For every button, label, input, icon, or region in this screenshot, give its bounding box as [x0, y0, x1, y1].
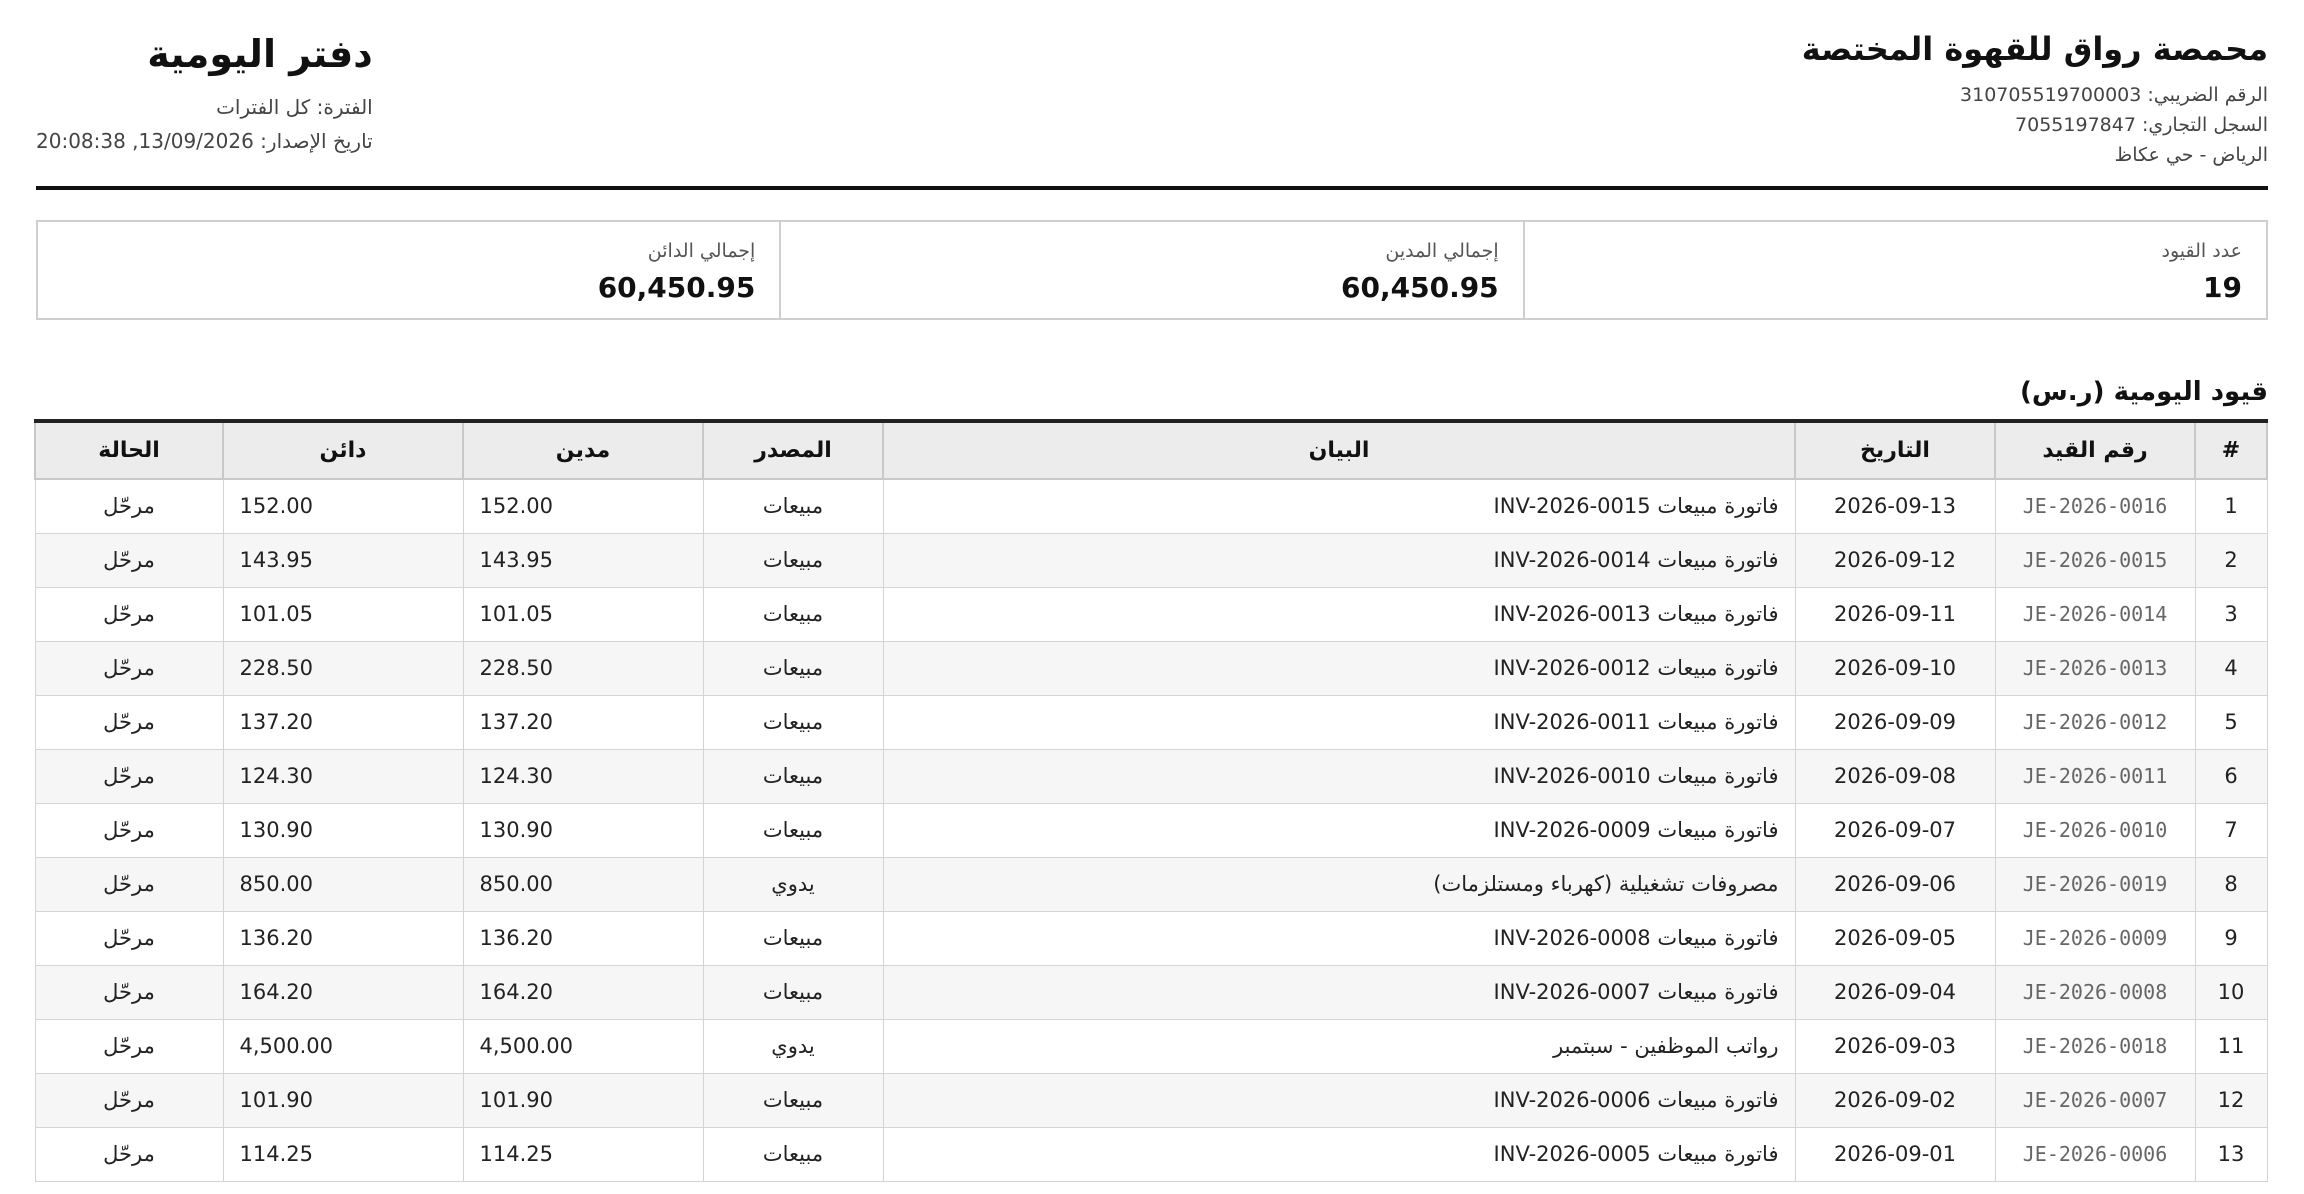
row-entry-number: JE-2026-0015 — [1995, 533, 2195, 587]
row-status: مرحّل — [35, 965, 223, 1019]
row-description: مصروفات تشغيلية (كهرباء ومستلزمات) — [883, 857, 1795, 911]
row-debit: 114.25 — [463, 1127, 703, 1181]
row-date: 2026-09-02 — [1795, 1073, 1995, 1127]
row-source: مبيعات — [703, 803, 883, 857]
row-debit: 130.90 — [463, 803, 703, 857]
table-row — [35, 641, 2267, 695]
row-status: مرحّل — [35, 533, 223, 587]
summary-entries-label: عدد القيود — [2161, 240, 2242, 262]
row-index: 12 — [2195, 1073, 2267, 1127]
row-index: 9 — [2195, 911, 2267, 965]
row-description: فاتورة مبيعات INV-2026-0010 — [883, 749, 1795, 803]
row-credit: 152.00 — [223, 479, 463, 533]
row-debit: 136.20 — [463, 911, 703, 965]
row-credit: 101.90 — [223, 1073, 463, 1127]
row-source: مبيعات — [703, 695, 883, 749]
company-commercial-register: السجل التجاري: 7055197847 — [2015, 114, 2268, 136]
section-title: قيود اليومية (ر.س) — [2020, 377, 2268, 407]
row-date: 2026-09-04 — [1795, 965, 1995, 1019]
row-status: مرحّل — [35, 641, 223, 695]
summary-credit-value: 60,450.95 — [597, 271, 756, 304]
row-date: 2026-09-12 — [1795, 533, 1995, 587]
row-index: 11 — [2195, 1019, 2267, 1073]
row-entry-number: JE-2026-0013 — [1995, 641, 2195, 695]
row-status: مرحّل — [35, 695, 223, 749]
row-debit: 124.30 — [463, 749, 703, 803]
row-entry-number: JE-2026-0011 — [1995, 749, 2195, 803]
row-entry-number: JE-2026-0008 — [1995, 965, 2195, 1019]
row-date: 2026-09-09 — [1795, 695, 1995, 749]
summary-credit-label: إجمالي الدائن — [647, 240, 756, 262]
row-index: 4 — [2195, 641, 2267, 695]
row-date: 2026-09-08 — [1795, 749, 1995, 803]
row-status: مرحّل — [35, 479, 223, 533]
row-entry-number: JE-2026-0016 — [1995, 479, 2195, 533]
summary-entries — [1523, 222, 2266, 318]
table-row — [35, 1127, 2267, 1181]
row-description: فاتورة مبيعات INV-2026-0006 — [883, 1073, 1795, 1127]
table-row — [35, 479, 2267, 533]
header-date: التاريخ — [1795, 421, 1995, 479]
row-entry-number: JE-2026-0014 — [1995, 587, 2195, 641]
row-date: 2026-09-03 — [1795, 1019, 1995, 1073]
report-header — [36, 28, 2268, 188]
row-status: مرحّل — [35, 911, 223, 965]
row-debit: 164.20 — [463, 965, 703, 1019]
row-status: مرحّل — [35, 803, 223, 857]
row-source: مبيعات — [703, 1073, 883, 1127]
row-debit: 152.00 — [463, 479, 703, 533]
row-description: فاتورة مبيعات INV-2026-0012 — [883, 641, 1795, 695]
row-source: يدوي — [703, 857, 883, 911]
journal-table — [34, 419, 2268, 1182]
journal-table-wrap — [36, 419, 2268, 1182]
header-source: المصدر — [703, 421, 883, 479]
summary-credit — [38, 222, 779, 318]
row-date: 2026-09-10 — [1795, 641, 1995, 695]
table-row — [35, 749, 2267, 803]
row-credit: 136.20 — [223, 911, 463, 965]
row-description: فاتورة مبيعات INV-2026-0009 — [883, 803, 1795, 857]
row-credit: 850.00 — [223, 857, 463, 911]
row-status: مرحّل — [35, 1073, 223, 1127]
table-header-row — [35, 421, 2267, 479]
table-row — [35, 965, 2267, 1019]
row-source: يدوي — [703, 1019, 883, 1073]
row-index: 13 — [2195, 1127, 2267, 1181]
row-entry-number: JE-2026-0009 — [1995, 911, 2195, 965]
row-debit: 850.00 — [463, 857, 703, 911]
row-source: مبيعات — [703, 479, 883, 533]
row-date: 2026-09-05 — [1795, 911, 1995, 965]
row-status: مرحّل — [35, 1019, 223, 1073]
row-status: مرحّل — [35, 1127, 223, 1181]
row-date: 2026-09-11 — [1795, 587, 1995, 641]
row-status: مرحّل — [35, 587, 223, 641]
header-status: الحالة — [35, 421, 223, 479]
row-source: مبيعات — [703, 587, 883, 641]
row-source: مبيعات — [703, 1127, 883, 1181]
table-row — [35, 1073, 2267, 1127]
company-info — [1802, 28, 2268, 170]
row-credit: 143.95 — [223, 533, 463, 587]
row-index: 8 — [2195, 857, 2267, 911]
row-debit: 143.95 — [463, 533, 703, 587]
row-debit: 101.90 — [463, 1073, 703, 1127]
row-credit: 130.90 — [223, 803, 463, 857]
row-entry-number: JE-2026-0018 — [1995, 1019, 2195, 1073]
header-debit: مدين — [463, 421, 703, 479]
row-description: فاتورة مبيعات INV-2026-0014 — [883, 533, 1795, 587]
row-credit: 101.05 — [223, 587, 463, 641]
row-description: فاتورة مبيعات INV-2026-0007 — [883, 965, 1795, 1019]
header-entry-number: رقم القيد — [1995, 421, 2195, 479]
row-source: مبيعات — [703, 749, 883, 803]
row-source: مبيعات — [703, 641, 883, 695]
row-index: 2 — [2195, 533, 2267, 587]
row-source: مبيعات — [703, 533, 883, 587]
row-description: فاتورة مبيعات INV-2026-0015 — [883, 479, 1795, 533]
company-name: محمصة رواق للقهوة المختصة — [1801, 30, 2268, 68]
row-date: 2026-09-07 — [1795, 803, 1995, 857]
row-index: 5 — [2195, 695, 2267, 749]
summary-entries-value: 19 — [2203, 271, 2242, 304]
row-entry-number: JE-2026-0007 — [1995, 1073, 2195, 1127]
row-index: 10 — [2195, 965, 2267, 1019]
summary-debit — [779, 222, 1522, 318]
row-credit: 228.50 — [223, 641, 463, 695]
table-row — [35, 695, 2267, 749]
row-credit: 137.20 — [223, 695, 463, 749]
summary-debit-label: إجمالي المدين — [1385, 240, 1499, 262]
row-index: 7 — [2195, 803, 2267, 857]
report-title: دفتر اليومية — [147, 32, 373, 76]
company-address: الرياض - حي عكاظ — [2114, 144, 2268, 166]
table-row — [35, 587, 2267, 641]
table-body — [35, 479, 2267, 1181]
header-credit: دائن — [223, 421, 463, 479]
row-credit: 4,500.00 — [223, 1019, 463, 1073]
row-index: 6 — [2195, 749, 2267, 803]
row-index: 3 — [2195, 587, 2267, 641]
header-divider — [36, 186, 2268, 190]
row-entry-number: JE-2026-0012 — [1995, 695, 2195, 749]
row-date: 2026-09-13 — [1795, 479, 1995, 533]
table-row — [35, 803, 2267, 857]
row-debit: 137.20 — [463, 695, 703, 749]
row-entry-number: JE-2026-0019 — [1995, 857, 2195, 911]
report-info — [36, 28, 373, 158]
report-issue-date: تاريخ الإصدار: 13/09/2026, 20:08:38 — [36, 129, 373, 153]
header-description: البيان — [883, 421, 1795, 479]
row-description: فاتورة مبيعات INV-2026-0011 — [883, 695, 1795, 749]
header-index: # — [2195, 421, 2267, 479]
row-entry-number: JE-2026-0010 — [1995, 803, 2195, 857]
row-date: 2026-09-01 — [1795, 1127, 1995, 1181]
row-status: مرحّل — [35, 749, 223, 803]
row-index: 1 — [2195, 479, 2267, 533]
row-description: رواتب الموظفين - سبتمبر — [883, 1019, 1795, 1073]
row-entry-number: JE-2026-0006 — [1995, 1127, 2195, 1181]
table-row — [35, 911, 2267, 965]
row-debit: 228.50 — [463, 641, 703, 695]
report-period: الفترة: كل الفترات — [216, 95, 373, 119]
table-row — [35, 1019, 2267, 1073]
row-debit: 101.05 — [463, 587, 703, 641]
row-description: فاتورة مبيعات INV-2026-0008 — [883, 911, 1795, 965]
table-row — [35, 857, 2267, 911]
summary-debit-value: 60,450.95 — [1341, 271, 1499, 304]
table-row — [35, 533, 2267, 587]
row-credit: 114.25 — [223, 1127, 463, 1181]
row-credit: 124.30 — [223, 749, 463, 803]
row-date: 2026-09-06 — [1795, 857, 1995, 911]
row-description: فاتورة مبيعات INV-2026-0005 — [883, 1127, 1795, 1181]
row-status: مرحّل — [35, 857, 223, 911]
company-tax-number: الرقم الضريبي: 310705519700003 — [1960, 84, 2268, 106]
row-source: مبيعات — [703, 911, 883, 965]
row-debit: 4,500.00 — [463, 1019, 703, 1073]
summary-box — [36, 220, 2268, 320]
row-credit: 164.20 — [223, 965, 463, 1019]
row-description: فاتورة مبيعات INV-2026-0013 — [883, 587, 1795, 641]
row-source: مبيعات — [703, 965, 883, 1019]
